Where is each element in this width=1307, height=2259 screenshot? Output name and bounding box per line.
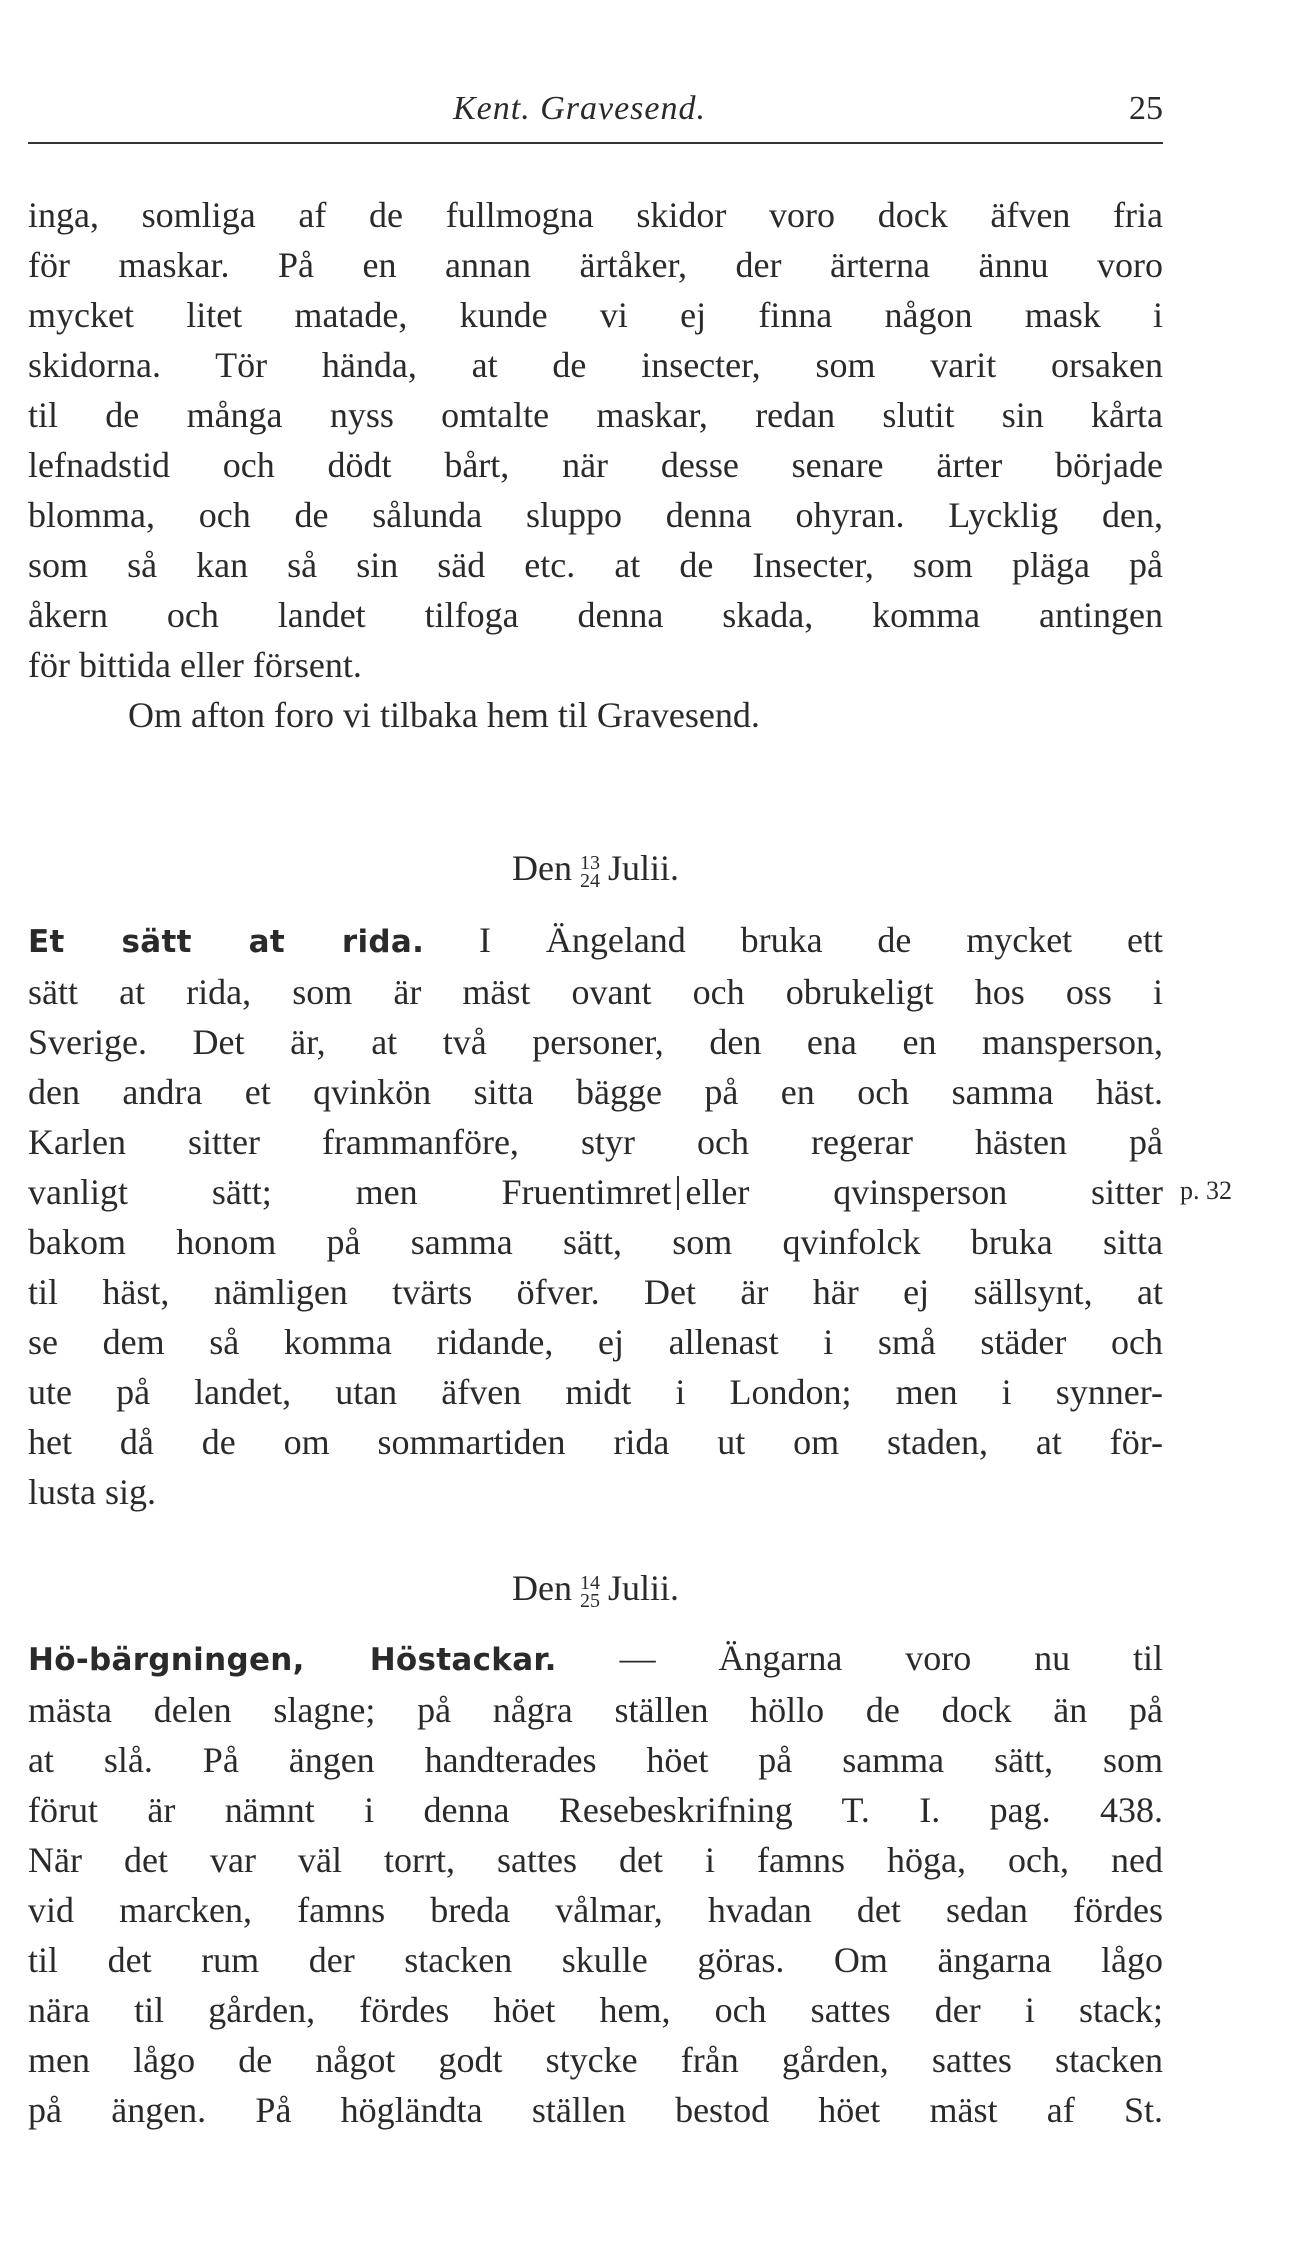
fraction-denominator: 25 xyxy=(579,1589,600,1612)
text-line: sätt at rida, som är mäst ovant och obrukeligt hos oss i xyxy=(28,972,1163,1012)
text-line: men lågo de något godt stycke från gården, sattes stacken xyxy=(28,2040,1163,2080)
closing-line: Om afton foro vi tilbaka hem til Gravesend. xyxy=(128,695,760,735)
text-line: för maskar. På en annan ärtåker, der ärterna ännu voro xyxy=(28,245,1163,285)
text-line: Sverige. Det är, at två personer, den ena en mansperson, xyxy=(28,1022,1163,1062)
text-line: den andra et qvinkön sitta bägge på en och samma häst. xyxy=(28,1072,1163,1112)
text-line: at slå. På ängen handterades höet på samma sätt, som xyxy=(28,1740,1163,1780)
page-number: 25 xyxy=(1129,90,1163,127)
text-line: lusta sig. xyxy=(28,1472,157,1512)
text-line: som så kan så sin säd etc. at de Insecter, som pläga på xyxy=(28,545,1163,585)
sidenote-riding: Et sätt at rida. xyxy=(28,924,425,960)
text-line: til det rum der stacken skulle göras. Om ängarna lågo xyxy=(28,1940,1163,1980)
fraction-numerator: 13 xyxy=(579,851,600,874)
text-line: på ängen. På högländta ställen bestod höet mäst af St. xyxy=(28,2090,1163,2130)
text-line: förut är nämnt i denna Resebeskrifning T. I. pag. 438. xyxy=(28,1790,1163,1830)
text-line: åkern och landet tilfoga denna skada, komma antingen xyxy=(28,595,1163,635)
text-line: bakom honom på samma sätt, som qvinfolck bruka sitta xyxy=(28,1222,1163,1262)
margin-page-reference: p. 32 xyxy=(1180,1176,1232,1205)
text-line: til de många nyss omtalte maskar, redan slutit sin kårta xyxy=(28,395,1163,435)
page-break-marker xyxy=(677,1176,679,1210)
date-heading-2 xyxy=(28,1563,1163,1613)
date-month: Julii. xyxy=(607,848,679,888)
text-line: skidorna. Tör hända, at de insecter, som varit orsaken xyxy=(28,345,1163,385)
date-prefix: Den xyxy=(512,848,572,888)
text-line: vid marcken, famns breda vålmar, hvadan det sedan fördes xyxy=(28,1890,1163,1930)
text-line: mycket litet matade, kunde vi ej finna någon mask i xyxy=(28,295,1163,335)
running-title: Kent. Gravesend. xyxy=(453,90,707,127)
date-fraction xyxy=(579,851,600,892)
fraction-denominator: 24 xyxy=(579,869,600,892)
text-line: Karlen sitter frammanföre, styr och regerar hästen på xyxy=(28,1122,1163,1162)
paragraph-continuation xyxy=(28,190,1163,740)
date-fraction xyxy=(579,1571,600,1612)
text-line: lefnadstid och dödt bårt, när desse senare ärter började xyxy=(28,445,1163,485)
sidenote-haymaking: Hö-bärgningen, Höstackar. xyxy=(28,1642,557,1678)
text-line-page-break: vanligt sätt; men Fruentimret eller qvinsperson sitter xyxy=(28,1172,1164,1212)
text-line: mästa delen slagne; på några ställen höllo de dock än på xyxy=(28,1690,1163,1730)
date-prefix: Den xyxy=(512,1568,572,1608)
section-riding xyxy=(28,915,1163,1517)
text-line: ute på landet, utan äfven midt i London; men i synner- xyxy=(28,1372,1163,1412)
fraction-numerator: 14 xyxy=(579,1571,600,1594)
section-haymaking xyxy=(28,1633,1163,2135)
running-header xyxy=(28,82,1163,144)
text-line: inga, somliga af de fullmogna skidor voro dock äfven fria xyxy=(28,195,1163,235)
text-line-with-sidenote: Et sätt at rida. I Ängeland bruka de mycket ett xyxy=(28,920,1163,960)
text-line: När det var väl torrt, sattes det i famns höga, och, ned xyxy=(28,1840,1163,1880)
text-line: til häst, nämligen tvärts öfver. Det är här ej sällsynt, at xyxy=(28,1272,1163,1312)
date-month: Julii. xyxy=(607,1568,679,1608)
date-heading-1 xyxy=(28,843,1163,893)
text-line: het då de om sommartiden rida ut om staden, at för- xyxy=(28,1422,1163,1462)
text-line-with-sidenote: Hö-bärgningen, Höstackar. — Ängarna voro nu til xyxy=(28,1638,1163,1678)
text-line: se dem så komma ridande, ej allenast i små städer och xyxy=(28,1322,1163,1362)
text-line: för bittida eller försent. xyxy=(28,645,362,685)
text-line: blomma, och de sålunda sluppo denna ohyran. Lycklig den, xyxy=(28,495,1163,535)
text-line: nära til gården, fördes höet hem, och sattes der i stack; xyxy=(28,1990,1163,2030)
